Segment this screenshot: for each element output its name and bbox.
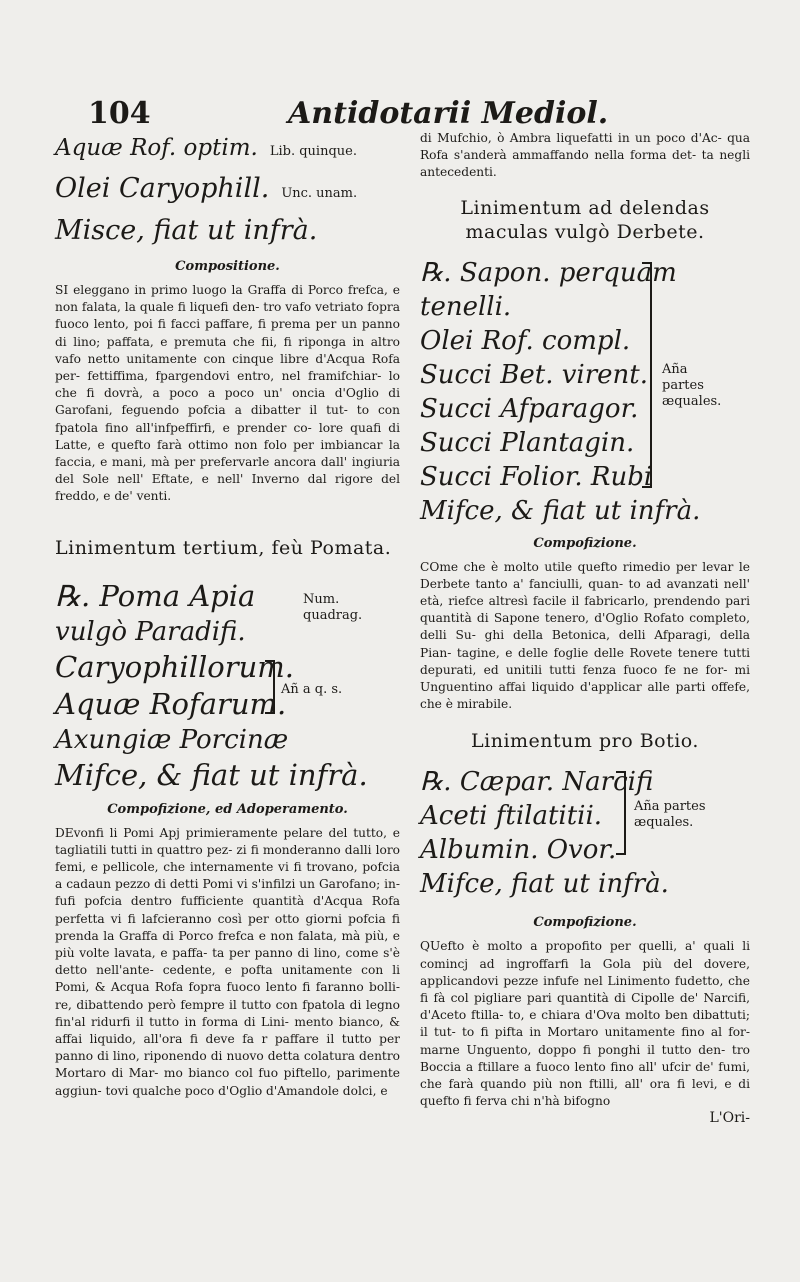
recipe-line: Succi Folior. Rubi	[420, 461, 653, 492]
compositione-heading: Compositione.	[175, 259, 280, 274]
recipe-line: Olei Rof. compl.	[420, 325, 631, 356]
recipe-line: Succi Afparagor.	[420, 393, 639, 424]
brace-mark	[265, 660, 275, 714]
recipe-line: ℞. Cæpar. Narcifi	[420, 767, 654, 798]
brace-mark	[642, 262, 652, 488]
recipe-line: Mifce, & fiat ut infrà.	[55, 757, 368, 792]
recipe-note: Aña partes æquales.	[634, 799, 706, 831]
page-number: 104	[88, 96, 151, 131]
catchword: L'Ori-	[709, 1110, 750, 1127]
recipe-botio	[420, 765, 750, 905]
recipe-note: Añ a q. s.	[281, 681, 343, 697]
recipe-line: Axungiæ Porcinæ	[55, 724, 289, 755]
paragraph: di Mufchio, ò Ambra liquefatti in un poco d'Ac- qua Rofa s'anderà ammaffando nella forma det- ta negli antecedenti.	[420, 131, 750, 180]
recipe-line: Olei Caryophill. Unc. unam.	[55, 173, 358, 204]
recipe-line: Aquæ Rof. optim. Lib. quinque.	[55, 135, 357, 161]
recipe-line: Misce, fiat ut infrà.	[55, 215, 318, 246]
section-title: Linimentum pro Botio.	[471, 730, 699, 753]
recipe-note: Aña partes æquales.	[662, 361, 722, 409]
compositione-heading: Compofizione, ed Adoperamento.	[107, 801, 348, 817]
recipe-line: Mifce, & fiat ut infrà.	[420, 495, 701, 526]
recipe-line: Aquæ Rofarum.	[55, 686, 287, 721]
right-column	[420, 130, 750, 1126]
paragraph: COme che è molto utile quefto rimedio per levar le Derbete tanto a' fanciulli, quan- to ad avanzati nell' età, riefce altresì facile il fabricarlo, prendendo pari quantità di Sapone tenero, d'Oglio Rofato completo, delli Su- ghi della Betonica, delli Afparagi, della Pian- tagine, e delle foglie delle Rovete tenere tutti depurati, ed unitili tutti fenza fuoco fe ne for- mi Unguentino affai liquido d'applicar alle parti offefe, che è mirabile.	[420, 559, 750, 712]
section-title: Linimentum ad delendas maculas vulgò Derbete.	[460, 196, 710, 243]
recipe-line: vulgò Paradifi.	[55, 616, 246, 647]
recipe-derbete	[420, 256, 750, 526]
compositione-heading: Compofizione.	[533, 535, 637, 551]
recipe-line: Mifce, fiat ut infrà.	[420, 869, 669, 900]
recipe-line: Caryophillorum.	[55, 649, 294, 684]
paragraph: QUefto è molto a propofito per quelli, a' quali li comincj ad ingroffarfi la Gola più del dovere, applicandovi pezze infufe nel Linimento fudetto, che fi fà col pigliare pari quantità di Cipolle de' Narcifi, d'Aceto ftilla- to, e chiara d'Ova molto ben dibattuti; il tut- to fi pifta in Mortaro unitamente fino al for- marne Unguento, doppo fi ponghi il tutto den- tro Boccia a ftillare a fuoco lento fino all' ufcir de' fumi, che farà quando più non ftilli, all' ora fi levi, e di quefto fi ferva chi n'hà bifogno	[420, 939, 750, 1109]
recipe-line: ℞. Poma Apia	[55, 578, 256, 613]
recipe-line: Succi Plantagin.	[420, 427, 635, 458]
recipe-pomata	[55, 578, 400, 792]
recipe-line: tenelli.	[420, 291, 512, 322]
recipe-line: Albumin. Ovor.	[420, 835, 617, 866]
recipe-line: Aceti ftilatitii.	[420, 801, 603, 832]
left-column	[55, 130, 400, 1100]
recipe-line: Succi Bet. virent.	[420, 359, 649, 390]
recipe-line: ℞. Sapon. perquam	[420, 257, 677, 288]
recipe-aqua-rosa	[55, 130, 400, 249]
running-title: Antidotarii Mediol.	[288, 96, 609, 131]
paragraph: SI eleggano in primo luogo la Graffa di Porco frefca, e non falata, la quale fi liquefi den- tro vafo vetriato fopra fuoco lento, poi fi facci paffare, fi prema per un panno di lino; paffata, e premuta che fii, fi riponga in altro vafo netto unitamente con cinque libre d'Acqua Rofa per- fettiffima, fpargendovi entro, nel framifchiar- lo che fi dovrà, a poco a poco un' oncia d'Oglio di Garofani, feguendo pofcia a dibatter il tut- to con fpatola fino all'infpeffirfi, e prender co- lore quafi di Latte, e quefto farà ottimo non folo per imbiancar la faccia, e mani, mà per prefervarle ancora dall' ingiuria del Sole nell' Eftate, e nell' Inverno dal rigore del freddo, e de' venti.	[55, 283, 400, 504]
recipe-note: Num. quadrag.	[303, 591, 363, 623]
compositione-heading: Compofizione.	[533, 915, 637, 931]
brace-mark	[616, 771, 626, 855]
paragraph: DEvonfi li Pomi Apj primieramente pelare del tutto, e tagliatili tutti in quattro pez- zi fi monderanno dalli loro femi, e pellicole, che internamente vi fi trovano, pofcia a cadaun pezzo di detti Pomi vi s'infilzi un Garofano; in- fufi pofcia dentro fufficiente quantità d'Acqua Rofa perfetta vi fi lafcieranno così per otto giorni pofcia fi prenda la Graffa di Porco frefca e non falata, mà più, e più volte lavata, e paffa- ta per panno di lino, come s'è detto nell'ante- cedente, e pofta unitamente con li Pomi, & Acqua Rofa fopra fuoco lento fi faranno bolli- re, dibattendo però fempre il tutto con fpatola di legno fin'al ridurfi il tutto in forma di Lini- mento bianco, & affai liquido, all'ora fi deve fa r paffare il tutto per panno di lino, riponendo di nuovo detta colatura dentro Mortaro di Mar- mo bianco col fuo piftello, parimente aggiun- tovi qualche poco d'Oglio d'Amandole dolci, e	[55, 825, 400, 1098]
section-title: Linimentum tertium, feù Pomata.	[55, 536, 392, 559]
